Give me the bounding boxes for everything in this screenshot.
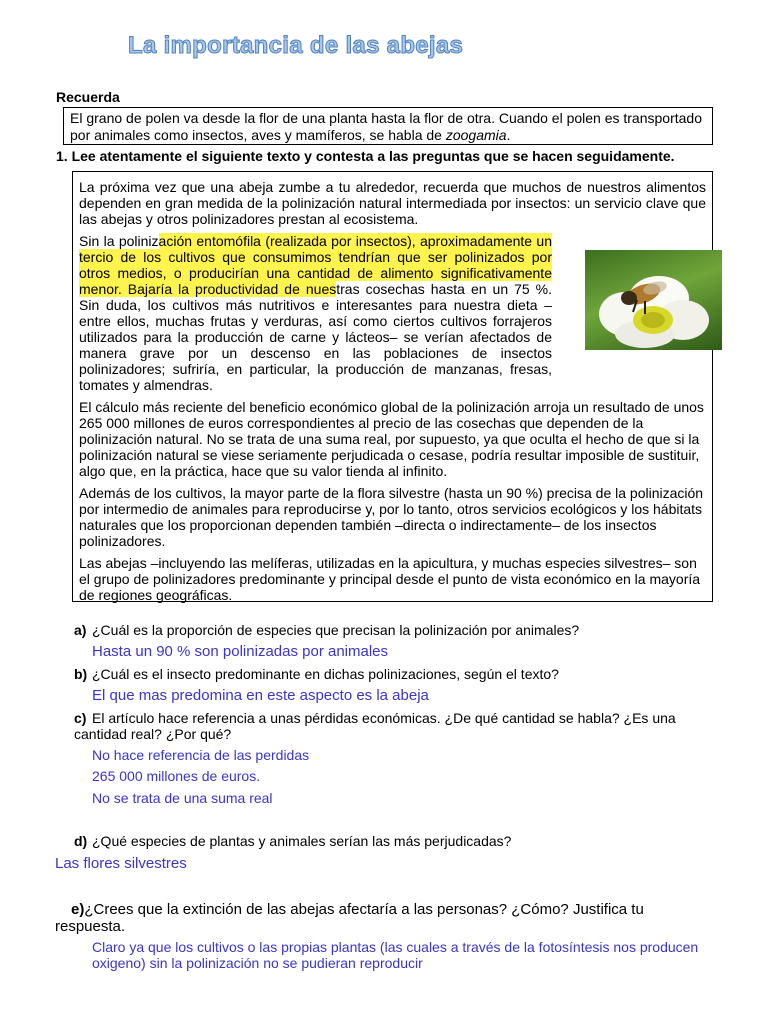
- question-c: [74, 710, 694, 742]
- question-b: [74, 666, 559, 682]
- highlighted-text: ación entomófila (realizada por insectos), aproximadamente un tercio de los cultivos que consumimos tendrían que ser polinizados por otros medios, o producirían una cantidad de alimento significativamente menor. Bajaría la productividad de nues: [79, 233, 553, 297]
- question-b-text: ¿Cuál es el insecto predominante en dichas polinizaciones, según el texto?: [92, 666, 559, 682]
- reading-paragraph-3: El cálculo más reciente del beneficio económico global de la polinización arroja un resultado de unos 265 000 millones de euros correspondientes al precio de las cosechas que dependen de la polinización natural. No se trata de una suma real, por supuesto, ya que oculta el hecho de que si la polinización natural se viese seriamente perjudicada o cesase, podría resultar imposible de sustituir, algo que, en la práctica, hace que su valor tienda al infinito.: [79, 399, 704, 479]
- reading-paragraph-4: Además de los cultivos, la mayor parte de la flora silvestre (hasta un 90 %) precisa de la polinización por intermedio de animales para reproducirse y, por lo tanto, otros servicios ecológicos y los hábitats naturales que los proporcionan dependen también –directa o indirectamente– de los insectos polinizadores.: [79, 485, 704, 549]
- recuerda-end: .: [506, 127, 511, 143]
- answer-e: Claro ya que los cultivos o las propias plantas (las cuales a través de la fotosíntesis nos producen oxigeno) sin la polinización no se pudieran reproducir: [92, 939, 699, 971]
- question-d-text: ¿Qué especies de plantas y animales serían las más perjudicadas?: [92, 833, 512, 849]
- question-d: [74, 833, 511, 849]
- question-b-letter: b): [74, 666, 88, 682]
- question-a: [74, 622, 579, 638]
- answer-c-3: No se trata de una suma real: [92, 790, 273, 806]
- page-title: La importancia de las abejas: [128, 32, 464, 59]
- answer-a: Hasta un 90 % son polinizadas por animales: [92, 643, 389, 660]
- question-a-letter: a): [74, 622, 87, 638]
- answer-b: El que mas predomina en este aspecto es la abeja: [92, 687, 429, 704]
- question-e-letter: e): [71, 901, 85, 918]
- question-e-text: ¿Crees que la extinción de las abejas afectaría a las personas? ¿Cómo? Justifica tu respuesta.: [55, 901, 644, 935]
- question-c-text: El artículo hace referencia a unas pérdidas económicas. ¿De qué cantidad se habla? ¿Es una cantidad real? ¿Por qué?: [74, 710, 676, 742]
- question-d-letter: d): [74, 833, 88, 849]
- recuerda-box: [63, 107, 713, 145]
- reading-p2-rest: tras cosechas hasta en un 75 %. Sin duda, los cultivos más nutritivos e interesantes para nuestra dieta – entre ellos, muchas frutas y verduras, así como ciertos cultivos forrajeros utilizados para la producción de carne y lácteos– se verían afectados de manera grave por un descenso en las poblaciones de insectos polinizadores; sufriría, en particular, la producción de manzanas, fresas, tomates y almendras.: [79, 281, 553, 393]
- reading-paragraph-1: La próxima vez que una abeja zumbe a tu alrededor, recuerda que muchos de nuestros alimentos dependen en gran medida de la polinización natural intermediada por insectos: un servicio clave que las abejas y otros polinizadores prestan al ecosistema.: [79, 179, 706, 227]
- recuerda-text: El grano de polen va desde la flor de una planta hasta la flor de otra. Cuando el polen es transportado por animales como insectos, aves y mamíferos, se habla de: [70, 110, 702, 143]
- answer-d: Las flores silvestres: [55, 855, 187, 872]
- reading-paragraph-5: Las abejas –incluyendo las melíferas, utilizadas en la apicultura, y muchas especies silvestres– son el grupo de polinizadores predominante y principal desde el punto de vista económico en la mayoría de regiones geográficas.: [79, 555, 701, 603]
- reading-p2-start: Sin la poliniz: [79, 233, 159, 249]
- reading-box: [72, 171, 713, 602]
- question-a-text: ¿Cuál es la proporción de especies que precisan la polinización por animales?: [92, 622, 580, 638]
- question-c-letter: c): [74, 710, 87, 726]
- bee-flower-illustration: [585, 250, 722, 350]
- question-e: [55, 901, 695, 935]
- answer-c-1: No hace referencia de las perdidas: [92, 747, 310, 763]
- answer-c-2: 265 000 millones de euros.: [92, 768, 261, 784]
- bee-on-flower-photo: [585, 250, 722, 350]
- reading-paragraph-2: [79, 233, 552, 393]
- recuerda-heading: Recuerda: [56, 89, 120, 105]
- instruction: 1. Lee atentamente el siguiente texto y contesta a las preguntas que se hacen seguidamente.: [56, 148, 675, 164]
- recuerda-term: zoogamia: [445, 127, 507, 143]
